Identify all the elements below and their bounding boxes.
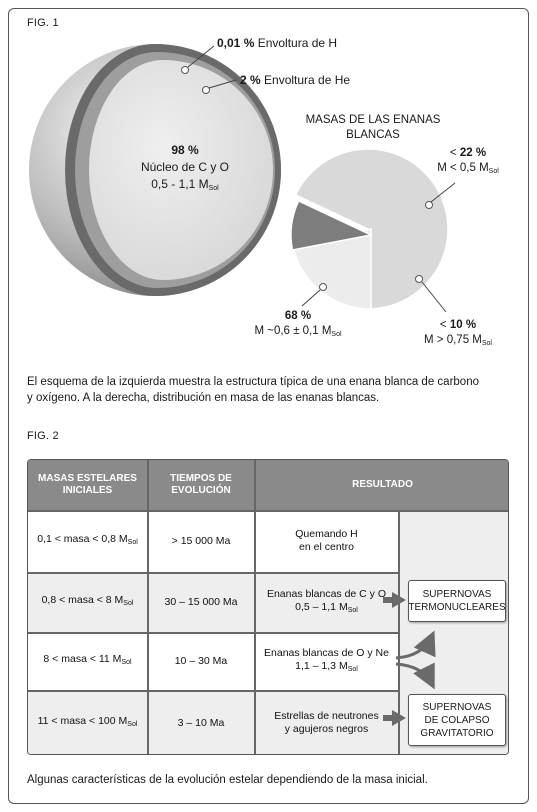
cell-result-sub: Sol <box>347 665 358 673</box>
pie-label-22-pct: 22 % <box>459 147 487 159</box>
arrow-head-collapse <box>392 710 406 726</box>
cell-mass-sub: Sol <box>127 539 138 546</box>
core-pct: 98 % <box>171 143 199 157</box>
cell-mass-sub: Sol <box>121 659 132 666</box>
pie-title <box>288 113 458 143</box>
pie-title-line-1: MASAS DE LAS ENANAS <box>305 114 441 126</box>
arrow-up-curve <box>396 636 432 658</box>
cell-mass-value: 0,8 < masa < 8 M <box>41 594 124 606</box>
label-he-envelope <box>240 73 350 87</box>
cell-mass-sub: Sol <box>123 600 134 607</box>
fig1-caption-line-2: y oxígeno. A la derecha, distribución en masa de las enanas blancas. <box>27 392 380 404</box>
core-mass-sub: Sol <box>208 185 219 192</box>
box-1-line-1: SUPERNOVAS <box>422 589 492 600</box>
cell-mass-value: 11 < masa < 100 M <box>37 715 128 727</box>
cell-time: 10 – 30 Ma <box>174 654 228 667</box>
cell-result-line-1: Estrellas de neutrones <box>274 710 379 722</box>
cell-mass-sub: Sol <box>127 721 138 728</box>
pie-label-68 <box>238 309 358 342</box>
box-2-line-1: SUPERNOVAS <box>422 701 492 713</box>
pie-label-10-mass: M > 0,75 M <box>424 334 482 346</box>
core-mass-value: 0,5 - 1,1 M <box>151 177 209 191</box>
pie-label-22-prefix: < <box>449 147 460 159</box>
cell-result-line-2: 1,1 – 1,3 M <box>295 659 348 672</box>
label-he-pct: 2 % <box>240 73 261 87</box>
leader-dot-h <box>182 67 189 74</box>
fig1-caption-line-1: El esquema de la izquierda muestra la estructura típica de una enana blanca de carbono <box>27 376 479 388</box>
cell-result-line-1: Enanas blancas de O y Ne <box>264 646 389 659</box>
pie-label-22-mass: M < 0,5 M <box>437 162 489 174</box>
pie-label-68-pct: 68 % <box>284 310 312 322</box>
collapse-supernova-box <box>408 694 506 746</box>
cell-result-line-2: 0,5 – 1,1 M <box>295 600 348 613</box>
pie-title-line-2: BLANCAS <box>346 129 400 141</box>
fig1-label: FIG. 1 <box>27 17 59 29</box>
pie-label-10-pct: 10 % <box>449 319 477 331</box>
cell-time: 30 – 15 000 Ma <box>164 595 238 608</box>
box-1-line-2: TERMONUCLEARES <box>408 602 506 613</box>
pie-dot-22 <box>426 202 433 209</box>
cell-result-sub: Sol <box>347 606 358 614</box>
pie-dot-68 <box>320 284 327 291</box>
box-2-line-3: GRAVITATORIO <box>420 727 494 739</box>
fig1-caption <box>27 374 517 406</box>
fig2-label: FIG. 2 <box>27 430 59 442</box>
cell-mass-value: 8 < masa < 11 M <box>43 653 122 665</box>
label-h-text: Envoltura de H <box>254 36 338 50</box>
arrow-head-thermonuclear <box>392 592 406 608</box>
pie-label-22 <box>428 146 508 179</box>
thermonuclear-supernova-box <box>408 580 506 622</box>
pie-label-68-sub: Sol <box>331 331 342 338</box>
header-initial-mass: MASAS ESTELARES INICIALES <box>38 473 137 496</box>
leader-dot-he <box>203 87 210 94</box>
evolution-table <box>27 459 509 755</box>
core-text: Núcleo de C y O <box>140 160 230 174</box>
core-label <box>120 142 250 197</box>
cell-mass-value: 0,1 < masa < 0,8 M <box>37 533 128 545</box>
cell-result-line-1: Enanas blancas de C y O <box>266 587 387 600</box>
cell-time: > 15 000 Ma <box>171 534 231 547</box>
pie-label-10-sub: Sol <box>481 340 492 347</box>
pie-dot-10 <box>416 276 423 283</box>
fig2-caption: Algunas características de la evolución estelar dependiendo de la masa inicial. <box>27 774 428 786</box>
arrow-down-curve <box>396 664 432 684</box>
cell-time: 3 – 10 Ma <box>177 716 225 729</box>
pie-label-10 <box>408 318 508 351</box>
pie-label-68-mass: M ~0,6 ± 0,1 M <box>254 325 332 337</box>
label-he-text: Envoltura de He <box>260 73 351 87</box>
label-h-pct: 0,01 % <box>217 36 255 50</box>
header-evolution-time: TIEMPOS DE EVOLUCIÓN <box>170 473 232 496</box>
cell-result-line-1: Quemando H <box>295 528 358 540</box>
box-2-line-2: DE COLAPSO <box>424 714 490 726</box>
core-mass <box>120 176 250 197</box>
label-h-envelope <box>217 36 337 50</box>
pie-label-10-prefix: < <box>439 319 450 331</box>
header-result: RESULTADO <box>352 479 413 490</box>
cell-result-line-2: y agujeros negros <box>284 723 369 735</box>
cell-result-line-2: en el centro <box>299 541 354 553</box>
pie-label-22-sub: Sol <box>488 168 499 175</box>
